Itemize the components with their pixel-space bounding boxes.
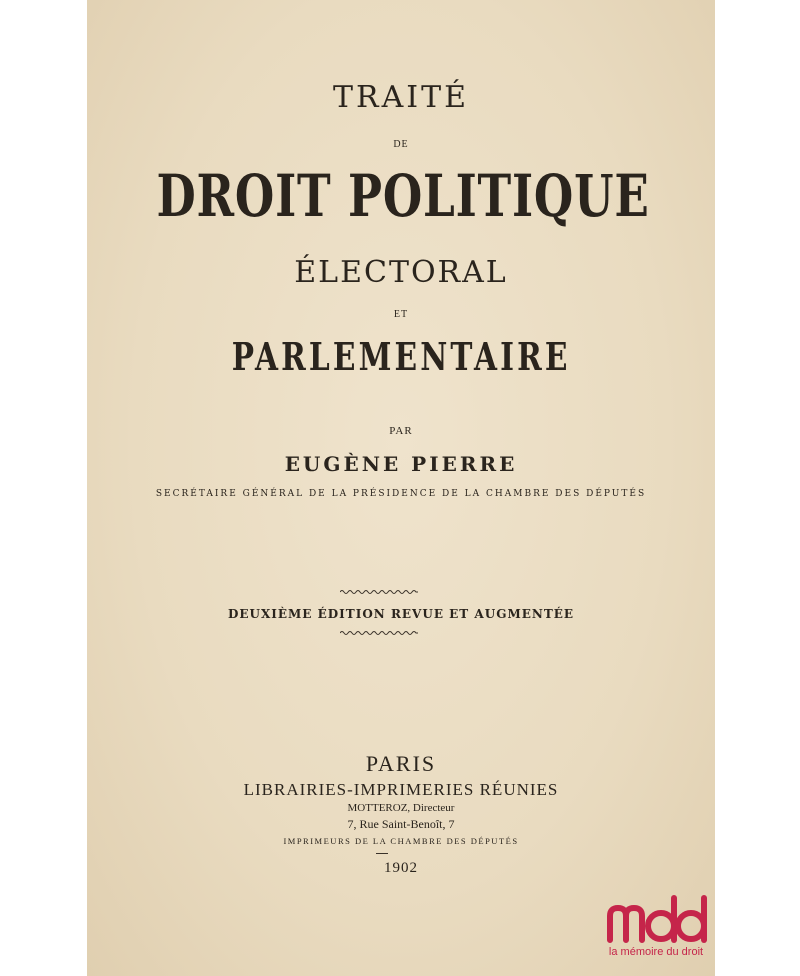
imprint-address-text: 7, Rue Saint-Benoît, 7 xyxy=(347,817,455,831)
main-title xyxy=(87,162,715,230)
mdd-logo-mark xyxy=(600,890,712,946)
imprint-year xyxy=(87,860,715,877)
mdd-logo xyxy=(600,890,712,966)
author-position xyxy=(87,489,715,499)
imprint-separator xyxy=(376,853,388,854)
mdd-logo-tagline: la mémoire du droit xyxy=(608,946,704,958)
edition-statement-text: DEUXIÈME ÉDITION REVUE ET AUGMENTÉE xyxy=(227,607,575,621)
author-name xyxy=(87,452,715,476)
imprint-year-text: 1902 xyxy=(384,860,418,876)
connector-de-text: DE xyxy=(393,139,409,150)
connector-et-text: ET xyxy=(393,309,409,320)
title-line-traite-text: TRAITÉ xyxy=(332,80,470,115)
edition-statement xyxy=(87,607,715,621)
connector-et xyxy=(87,309,715,320)
by-label-text: PAR xyxy=(389,425,413,437)
connector-de xyxy=(87,139,715,150)
scanned-title-page xyxy=(87,0,715,976)
author-name-text: EUGÈNE PIERRE xyxy=(284,452,518,476)
ornamental-rule-bottom xyxy=(340,630,418,636)
imprint-publisher xyxy=(87,780,715,800)
title-line-parlementaire-text: PARLEMENTAIRE xyxy=(231,334,571,379)
title-line-electoral xyxy=(87,255,715,290)
title-line-parlementaire xyxy=(87,334,715,379)
title-line-electoral-text: ÉLECTORAL xyxy=(294,255,508,290)
imprint-director xyxy=(87,802,715,814)
main-title-text: DROIT POLITIQUE xyxy=(156,162,650,230)
ornamental-rule-top xyxy=(340,589,418,595)
imprint-city-text: PARIS xyxy=(365,751,437,776)
author-position-text: SECRÉTAIRE GÉNÉRAL DE LA PRÉSIDENCE DE LA CHAMBRE DES DÉPUTÉS xyxy=(155,489,647,499)
imprint-printer-note-text: IMPRIMEURS DE LA CHAMBRE DES DÉPUTÉS xyxy=(283,836,519,846)
imprint-director-text: MOTTEROZ, Directeur xyxy=(347,802,455,814)
imprint-publisher-text: LIBRAIRIES-IMPRIMERIES RÉUNIES xyxy=(243,780,559,799)
imprint-printer-note xyxy=(87,836,715,846)
imprint-address xyxy=(87,817,715,832)
title-line-traite xyxy=(87,80,715,115)
by-label xyxy=(87,425,715,437)
imprint-city xyxy=(87,751,715,777)
